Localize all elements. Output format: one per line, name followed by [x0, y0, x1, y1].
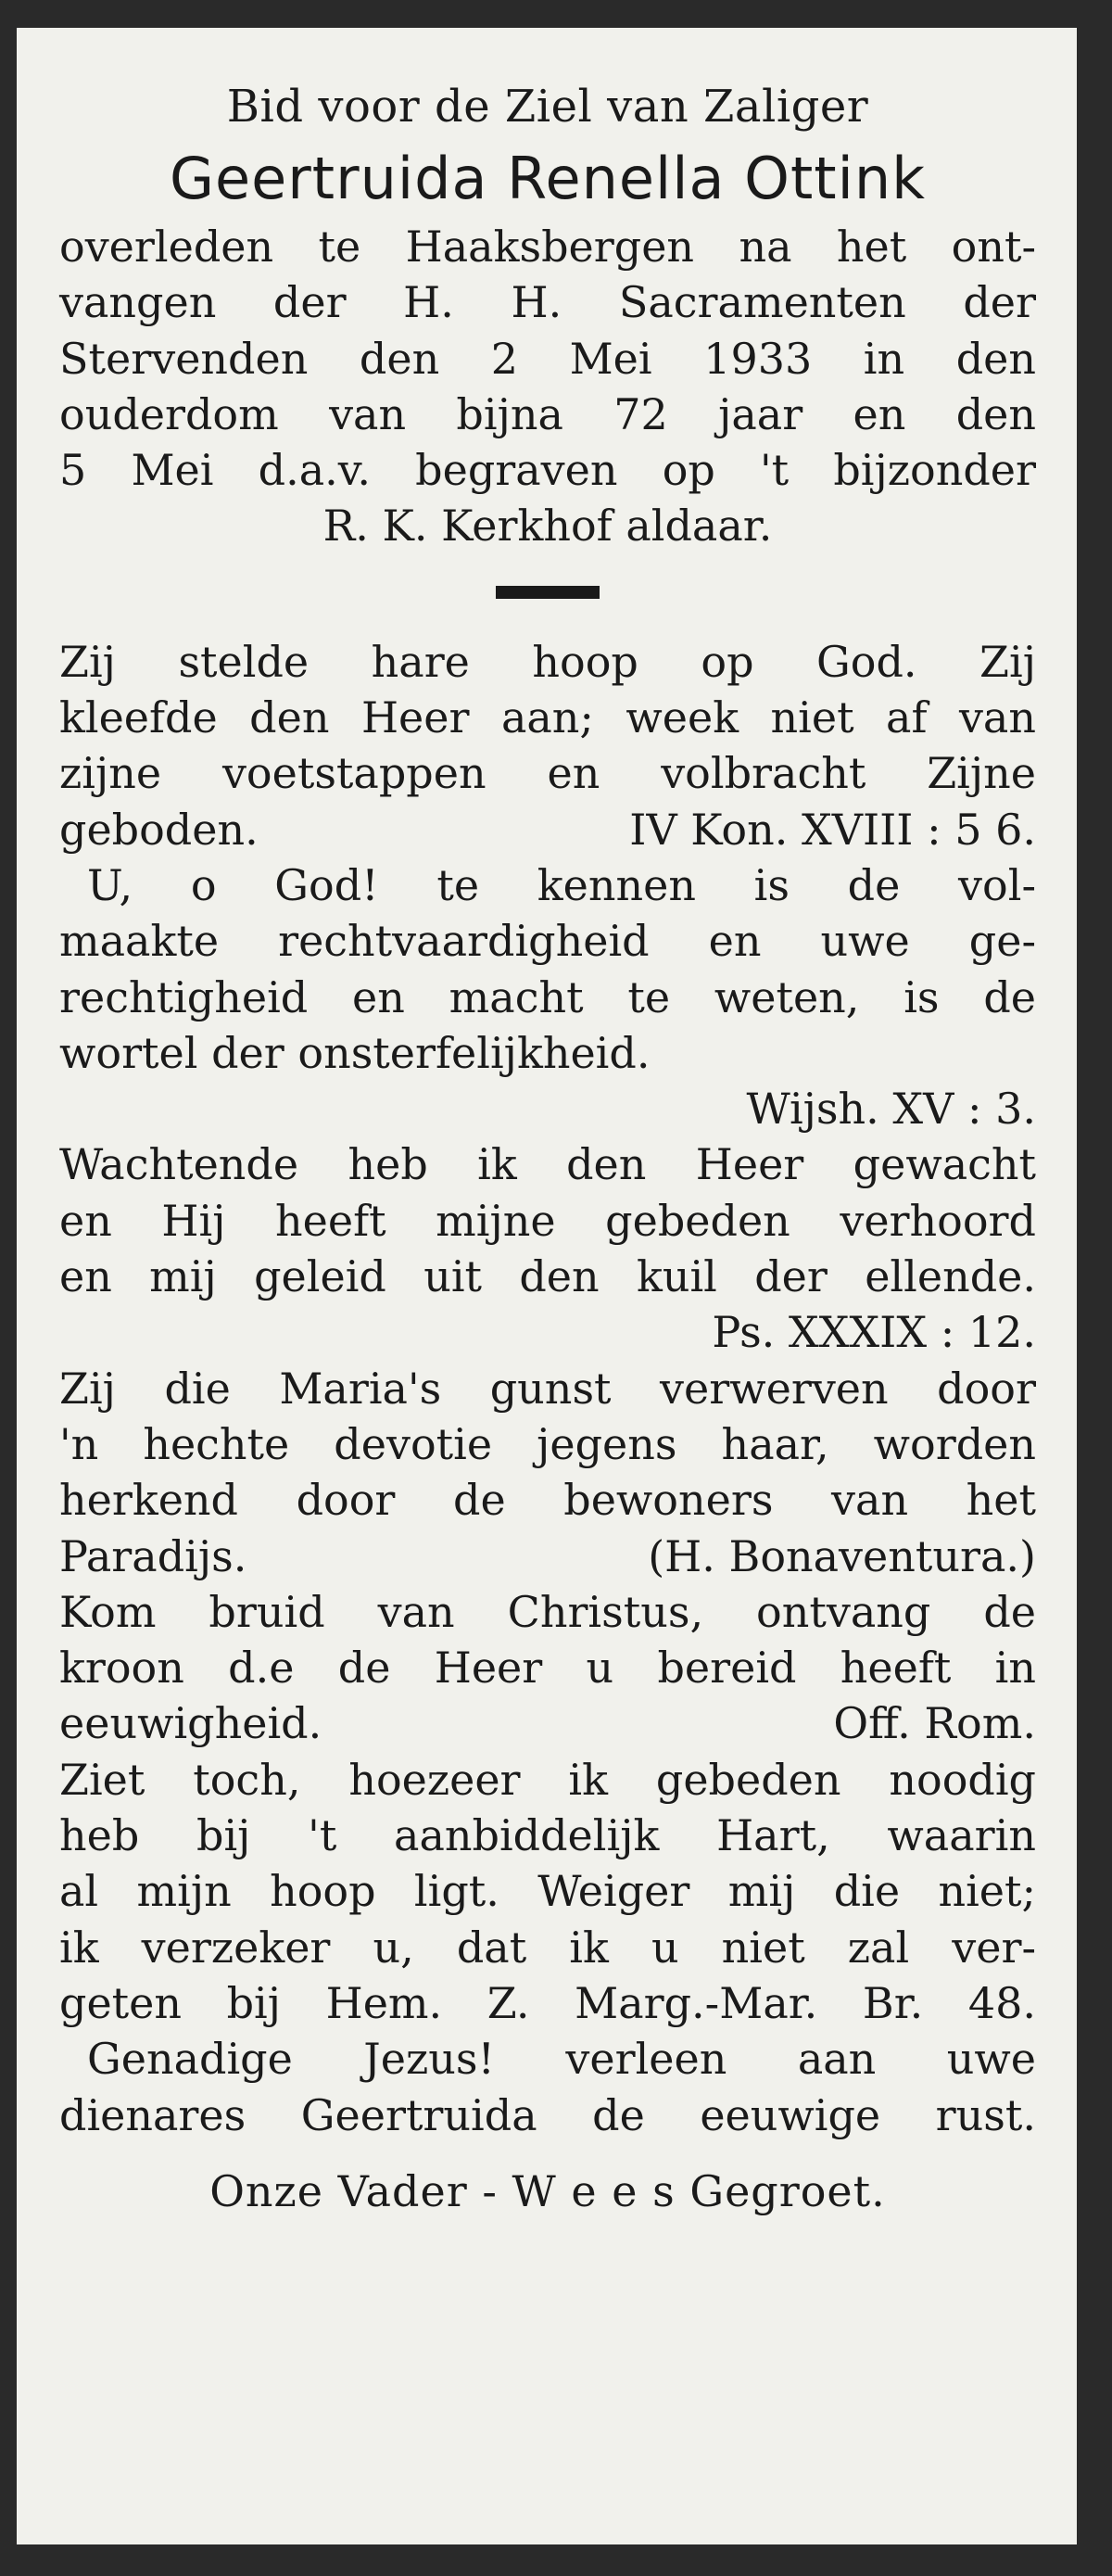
verse-reference: Off. Rom. [833, 1698, 1036, 1749]
verse-text: geboden. [59, 804, 259, 855]
verse-line: kroon d.e de Heer u bereid heeft in [59, 1643, 1036, 1694]
verse-line: Zij stelde hare hoop op God. Zij [59, 636, 1036, 687]
verse-3 [59, 1136, 1036, 1360]
intro-line: R. K. Kerkhof aldaar. [322, 501, 773, 552]
verse-reference: Ps. XXXIX : 12. [712, 1307, 1036, 1358]
verse-line: en Hij heeft mijne gebeden verhoord [59, 1195, 1036, 1246]
verse-line: Zij die Maria's gunst verwerven door [59, 1363, 1036, 1414]
verse-line [59, 1695, 1036, 1751]
divider-bar [496, 586, 600, 599]
card-header: Bid voor de Ziel van Zaliger [226, 81, 869, 133]
verse-line: wortel der onsterfelijkheid. [59, 1027, 651, 1078]
intro-paragraph [59, 219, 1036, 554]
closing-prayer: Onze Vader - W e e s Gegroet. [209, 2165, 886, 2216]
verse-line: herkend door de bewoners van het [59, 1475, 1036, 1526]
verse-line: Genadige Jezus! verleen aan uwe [87, 2034, 1036, 2085]
verse-line: Ziet toch, hoezeer ik gebeden noodig [59, 1754, 1036, 1805]
verse-line [59, 1529, 1036, 1584]
verse-line: Kom bruid van Christus, ontvang de [59, 1586, 1036, 1637]
verse-line: maakte rechtvaardigheid en uwe ge- [59, 916, 1036, 967]
verse-line: dienares Geertruida de eeuwige rust. [59, 2089, 1036, 2140]
verse-line: geten bij Hem. Z. Marg.-Mar. Br. 48. [59, 1977, 1036, 2028]
deceased-name: Geertruida Renella Ottink [169, 145, 927, 212]
verse-6 [59, 1752, 1036, 2031]
verse-text: eeuwigheid. [59, 1698, 322, 1749]
verse-2 [59, 857, 1036, 1136]
verse-line: 'n hechte devotie jegens haar, worden [59, 1418, 1036, 1469]
verse-line: heb bij 't aanbiddelijk Hart, waarin [59, 1810, 1036, 1861]
verse-line: kleefde den Heer aan; week niet af van [59, 692, 1036, 743]
intro-line: overleden te Haaksbergen na het ont- [59, 222, 1036, 272]
verse-line [59, 802, 1036, 857]
verse-line: al mijn hoop ligt. Weiger mij die niet; [59, 1866, 1036, 1917]
verse-5 [59, 1584, 1036, 1752]
intro-line: Stervenden den 2 Mei 1933 in den [59, 333, 1036, 384]
intro-line: 5 Mei d.a.v. begraven op 't bijzonder [59, 445, 1036, 496]
verse-line: rechtigheid en macht te weten, is de [59, 971, 1036, 1022]
intro-line: vangen der H. H. Sacramenten der [59, 277, 1036, 328]
verse-reference: Wijsh. XV : 3. [746, 1084, 1036, 1135]
intro-line: ouderdom van bijna 72 jaar en den [59, 388, 1036, 439]
verse-text: Paradijs. [59, 1530, 247, 1581]
verse-line: U, o God! te kennen is de vol- [87, 859, 1036, 910]
verse-line: zijne voetstappen en volbracht Zijne [59, 748, 1036, 799]
verse-line: ik verzeker u, dat ik u niet zal ver- [59, 1922, 1036, 1973]
verse-4 [59, 1361, 1036, 1584]
verse-reference: (H. Bonaventura.) [648, 1530, 1036, 1581]
prayer-card [17, 28, 1077, 2544]
verse-reference: IV Kon. XVIII : 5 6. [629, 804, 1036, 855]
verse-1 [59, 634, 1036, 857]
verse-line: Wachtende heb ik den Heer gewacht [59, 1139, 1036, 1190]
verse-7 [59, 2031, 1036, 2143]
verse-line: en mij geleid uit den kuil der ellende. [59, 1251, 1036, 1302]
